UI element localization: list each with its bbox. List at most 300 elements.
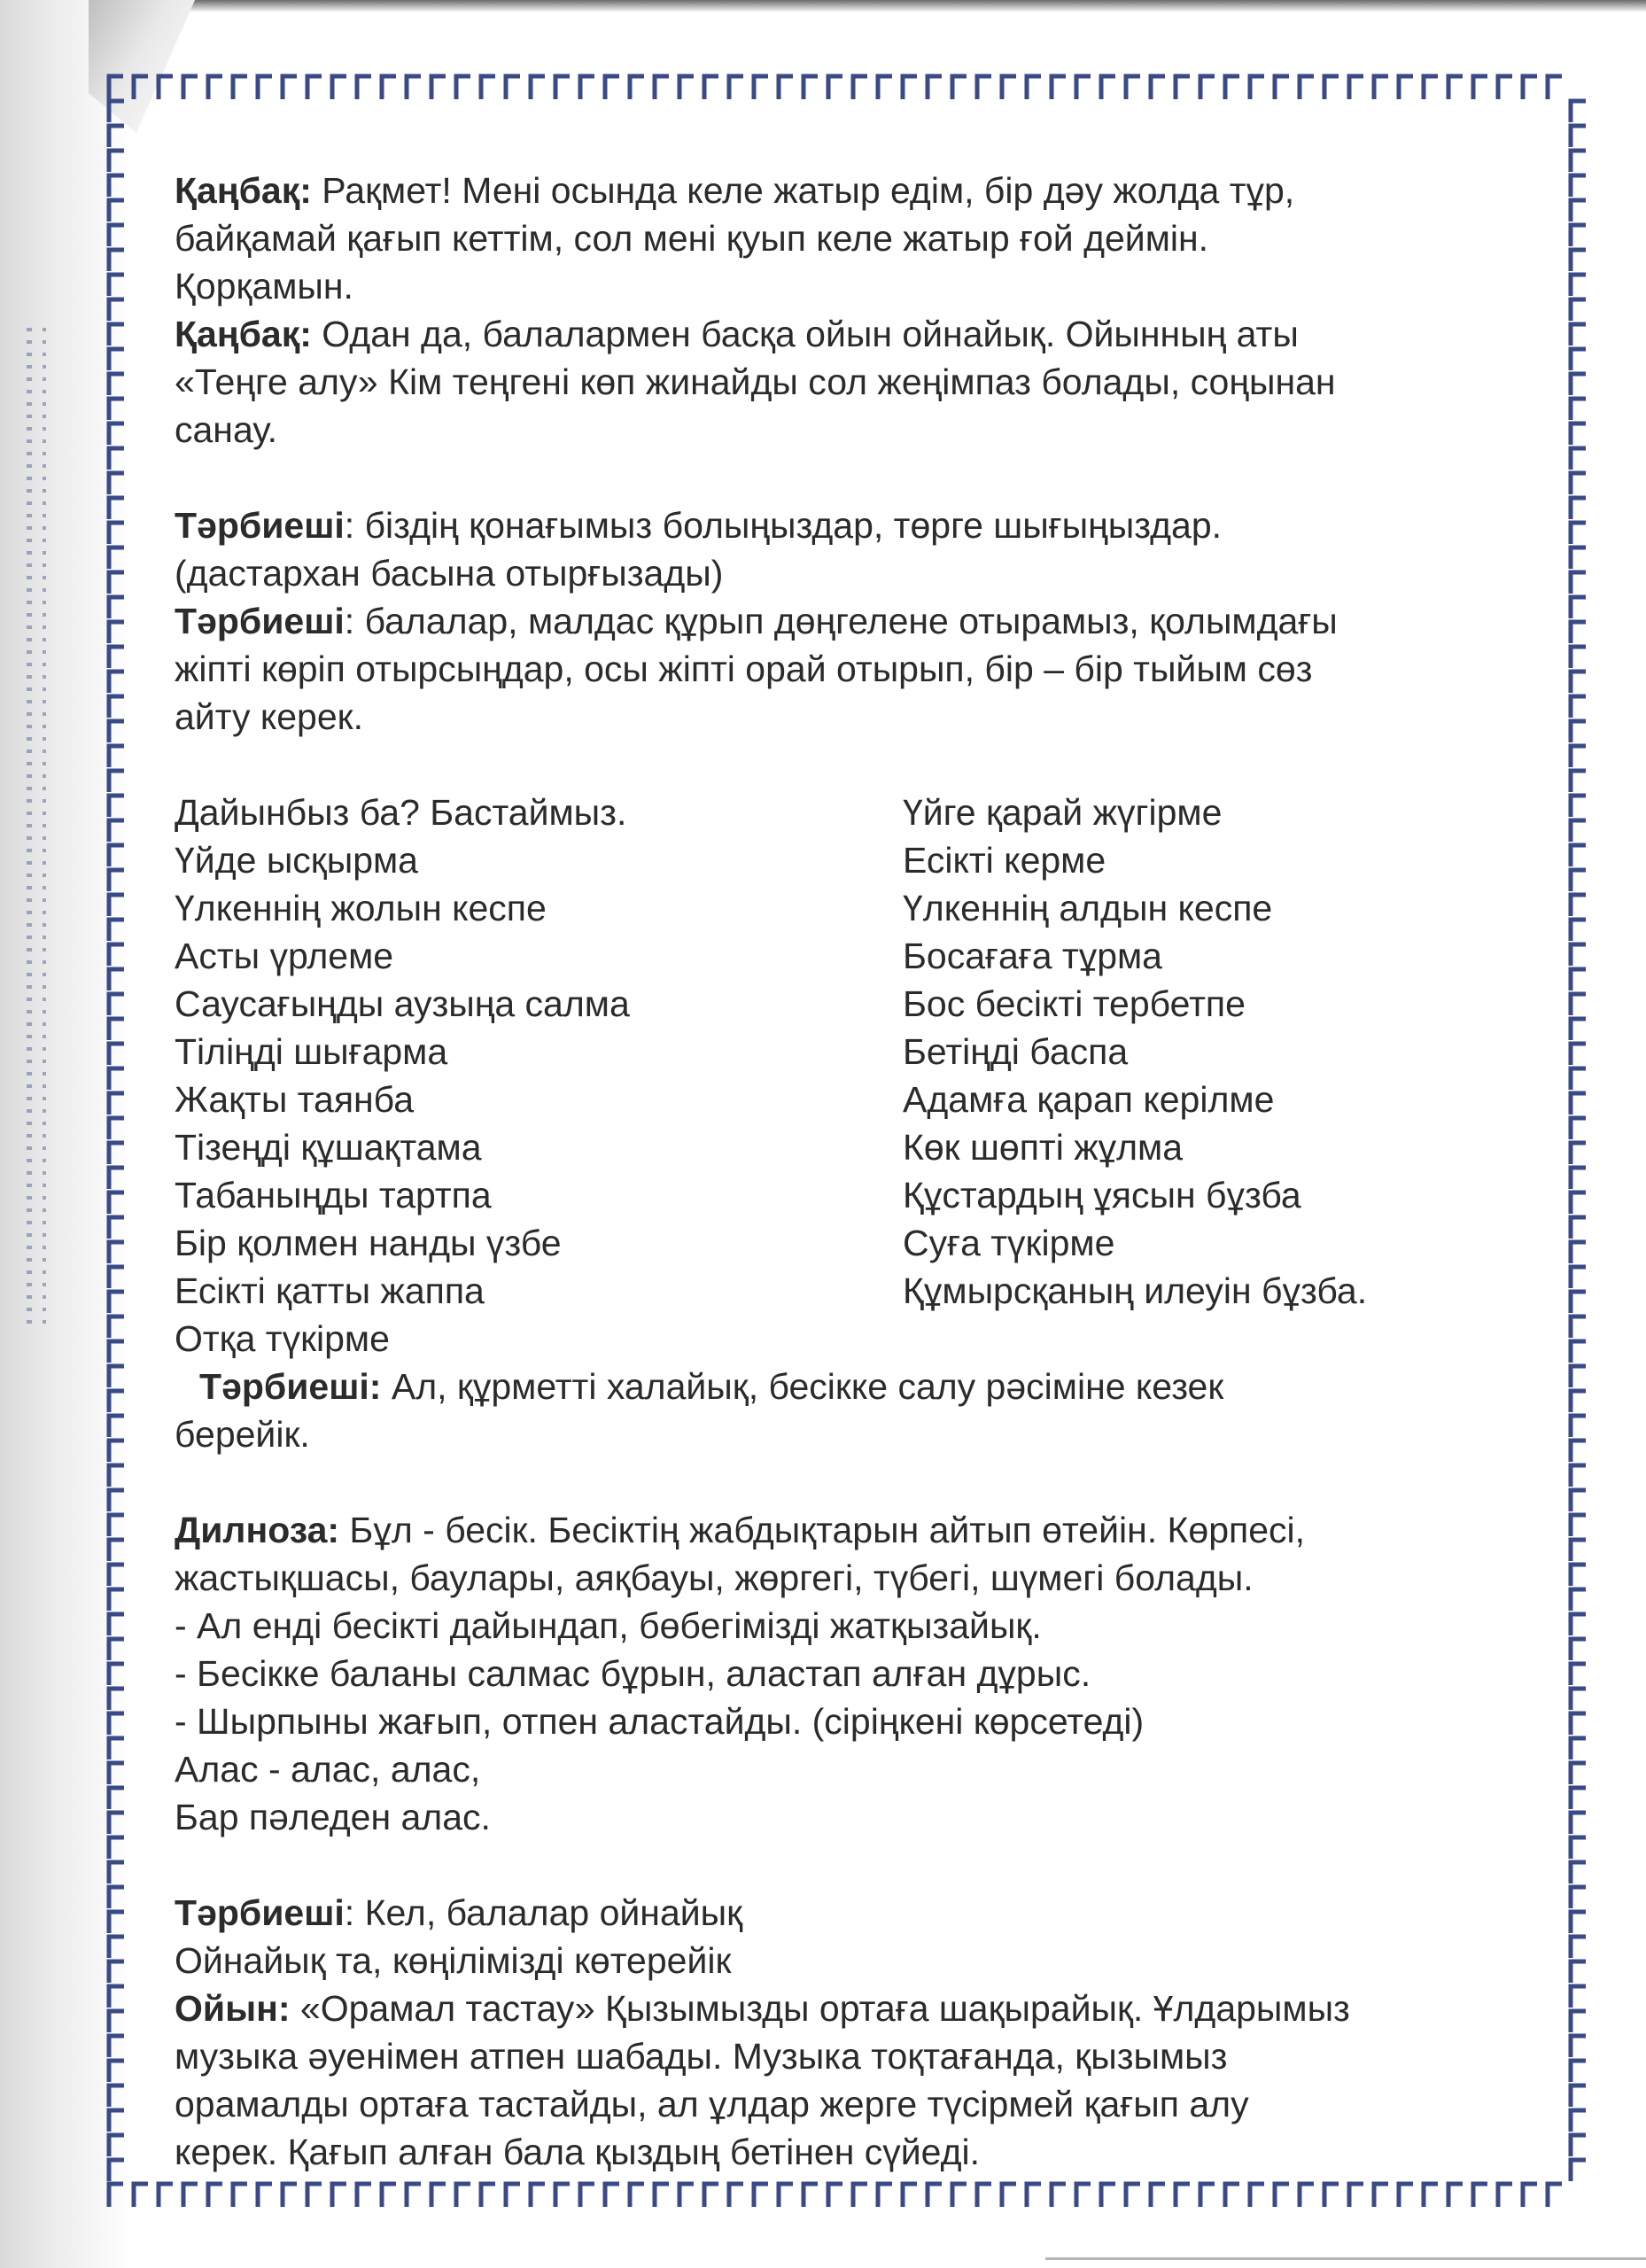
list-item: Саусағыңды аузыңа салма <box>175 983 630 1024</box>
border-glyph <box>109 1465 124 1487</box>
border-glyph <box>1571 1391 1586 1412</box>
border-glyph <box>134 76 148 99</box>
border-glyph <box>506 2184 520 2207</box>
border-glyph <box>109 1143 124 1164</box>
border-glyph <box>109 1589 124 1611</box>
border-glyph <box>630 76 644 99</box>
border-glyph <box>109 1044 124 1065</box>
paragraph-line: берейік. <box>175 1414 310 1455</box>
border-glyph <box>1399 2184 1413 2207</box>
border-glyph <box>332 2184 346 2207</box>
border-glyph <box>1571 1813 1586 1834</box>
border-glyph <box>109 696 124 718</box>
list-item: Дайынбыз ба? Бастаймыз. <box>175 792 627 833</box>
border-glyph <box>109 1391 124 1412</box>
border-glyph <box>456 76 470 99</box>
list-item: Бос бесікті тербетпе <box>903 983 1246 1024</box>
border-glyph <box>1571 1887 1586 1908</box>
paragraph-text: Ал, құрметті халайық, бесікке салу рәсіміне кезек <box>381 1366 1224 1407</box>
paragraph-line: санау. <box>175 409 278 450</box>
paragraph-text: : біздің қонағымыз болыңыздар, төрге шығыңыздар. <box>344 505 1223 546</box>
paragraph-line: Ойнайық та, көңілімізді көтерейік <box>175 1940 732 1981</box>
border-glyph <box>1002 76 1016 99</box>
border-glyph <box>109 1986 124 2008</box>
border-glyph <box>1571 1168 1586 1189</box>
list-item: Бетіңді баспа <box>903 1031 1129 1072</box>
speaker-name: Тәрбиеші: <box>199 1366 382 1407</box>
border-glyph <box>134 2184 148 2207</box>
border-glyph <box>903 76 917 99</box>
border-glyph <box>1571 1614 1586 1635</box>
border-glyph <box>1571 200 1586 221</box>
border-glyph <box>1571 324 1586 346</box>
border-glyph <box>109 1639 124 1660</box>
border-glyph <box>357 76 371 99</box>
border-glyph <box>1126 76 1140 99</box>
border-glyph <box>1225 76 1239 99</box>
border-glyph <box>109 498 124 519</box>
border-glyph <box>531 76 545 99</box>
border-glyph <box>1027 2184 1041 2207</box>
paragraph <box>175 167 1539 214</box>
speaker-name: Қаңбақ: <box>175 314 312 354</box>
border-glyph <box>1571 572 1586 594</box>
border-glyph <box>1571 1986 1586 2008</box>
border-glyph <box>1275 2184 1289 2207</box>
border-glyph <box>1399 76 1413 99</box>
border-glyph <box>109 820 124 842</box>
border-glyph <box>382 76 396 99</box>
border-glyph <box>109 1788 124 1809</box>
border-glyph <box>1571 1763 1586 1784</box>
border-glyph <box>109 2011 124 2032</box>
border-glyph <box>1571 1093 1586 1115</box>
border-glyph <box>804 2184 818 2207</box>
border-glyph <box>1571 2135 1586 2156</box>
border-glyph <box>1052 2184 1066 2207</box>
border-glyph <box>1571 1192 1586 1214</box>
border-glyph <box>109 250 124 271</box>
border-glyph <box>1101 2184 1115 2207</box>
border-glyph <box>1571 721 1586 742</box>
border-glyph <box>555 2184 570 2207</box>
border-glyph <box>258 76 272 99</box>
border-glyph <box>109 299 124 321</box>
border-glyph <box>655 2184 669 2207</box>
border-glyph <box>804 76 818 99</box>
border-glyph <box>1571 1143 1586 1164</box>
border-glyph <box>1571 820 1586 842</box>
border-glyph <box>109 647 124 668</box>
border-glyph <box>1571 275 1586 296</box>
border-glyph <box>928 2184 942 2207</box>
border-glyph <box>1571 2061 1586 2082</box>
border-glyph <box>1571 423 1586 445</box>
border-glyph <box>1571 1788 1586 1809</box>
paragraph <box>175 501 1539 549</box>
border-glyph <box>1324 76 1339 99</box>
border-glyph <box>630 2184 644 2207</box>
border-glyph <box>456 2184 470 2207</box>
paragraph <box>175 310 1539 358</box>
border-glyph <box>109 895 124 916</box>
border-glyph <box>580 2184 594 2207</box>
paragraph-text: : Кел, балалар ойнайық <box>344 1892 743 1933</box>
border-glyph <box>481 76 495 99</box>
border-glyph <box>1571 1589 1586 1611</box>
border-glyph <box>1571 969 1586 990</box>
border-glyph <box>109 275 124 296</box>
list-item: Тізеңді құшақтама <box>175 1127 482 1168</box>
border-glyph <box>109 1317 124 1338</box>
border-glyph <box>109 870 124 891</box>
border-glyph <box>1571 994 1586 1015</box>
paragraph-text: Бұл - бесік. Бесіктің жабдықтарын айтып өтейін. Көрпесі, <box>339 1510 1305 1550</box>
border-glyph <box>1571 126 1586 147</box>
border-glyph <box>109 1192 124 1214</box>
border-glyph <box>1571 647 1586 668</box>
border-glyph <box>109 597 124 618</box>
border-glyph <box>109 548 124 569</box>
border-glyph <box>109 1441 124 1462</box>
border-glyph <box>481 2184 495 2207</box>
paragraph-text: Рақмет! Мені осында келе жатыр едім, бір дәу жолда тұр, <box>311 170 1295 211</box>
border-glyph <box>580 76 594 99</box>
list-item: Жақты таянба <box>175 1079 415 1120</box>
border-glyph <box>1571 1019 1586 1040</box>
border-glyph <box>109 1614 124 1635</box>
border-glyph <box>1571 920 1586 941</box>
border-glyph <box>1571 1565 1586 1586</box>
border-glyph <box>109 1763 124 1784</box>
border-glyph <box>605 76 619 99</box>
page-content <box>175 167 1539 2176</box>
border-glyph <box>1571 2110 1586 2132</box>
border-glyph <box>1523 76 1537 99</box>
border-glyph <box>109 994 124 1015</box>
border-glyph <box>109 2110 124 2132</box>
border-glyph <box>1571 299 1586 321</box>
border-glyph <box>655 76 669 99</box>
border-glyph <box>109 448 124 470</box>
border-glyph <box>109 126 124 147</box>
border-glyph <box>1200 76 1215 99</box>
speaker-name: Тәрбиеші <box>175 505 345 546</box>
border-glyph <box>1448 2184 1463 2207</box>
border-glyph <box>109 572 124 594</box>
border-glyph <box>1571 944 1586 966</box>
border-glyph <box>878 76 892 99</box>
border-glyph <box>431 2184 446 2207</box>
border-glyph <box>1250 76 1264 99</box>
border-glyph <box>109 1242 124 1263</box>
border-glyph <box>109 1565 124 1586</box>
border-glyph <box>679 76 694 99</box>
border-glyph <box>1176 76 1190 99</box>
paragraph <box>175 1363 1539 1410</box>
paragraph-line: (дастархан басына отырғызады) <box>175 553 724 594</box>
list-item: Бір қолмен нанды үзбе <box>175 1223 562 1263</box>
paragraph-line: байқамай қағып кеттім, сол мені қуып келе жатыр ғой деймін. <box>175 218 1209 259</box>
paragraph-line: - Ал енді бесікті дайындап, бөбегімізді жатқызайық. <box>175 1605 1042 1646</box>
border-glyph <box>952 76 967 99</box>
border-glyph <box>1571 746 1586 767</box>
border-glyph <box>109 1862 124 1884</box>
border-glyph <box>1571 1217 1586 1239</box>
border-glyph <box>109 1490 124 1511</box>
border-glyph <box>1002 2184 1016 2207</box>
border-glyph <box>1571 1317 1586 1338</box>
border-glyph <box>109 1961 124 1983</box>
prohibitions-list <box>175 788 1539 1363</box>
border-glyph <box>1424 2184 1438 2207</box>
border-glyph <box>1571 696 1586 718</box>
border-glyph <box>1571 672 1586 693</box>
border-glyph <box>903 2184 917 2207</box>
border-glyph <box>1571 225 1586 246</box>
paragraph-line: керек. Қағып алған бала қыздың бетінен сүйеді. <box>175 2132 980 2172</box>
border-glyph <box>1571 498 1586 519</box>
list-item: Үлкеннің алдын кеспе <box>903 888 1273 928</box>
border-glyph <box>754 2184 768 2207</box>
border-glyph <box>1548 76 1562 99</box>
border-glyph <box>1571 1862 1586 1884</box>
speaker-name: Қаңбақ: <box>175 170 312 211</box>
border-glyph <box>233 76 247 99</box>
list-item: Суға түкірме <box>903 1223 1115 1263</box>
border-glyph <box>1126 2184 1140 2207</box>
speaker-name: Дилноза: <box>175 1510 340 1550</box>
border-glyph <box>1571 1961 1586 1983</box>
paragraph-line: жіпті көріп отырсыңдар, осы жіпті орай отырып, бір – бір тыйым сөз <box>175 649 1313 689</box>
border-glyph <box>1101 76 1115 99</box>
border-glyph <box>109 796 124 817</box>
border-glyph <box>1571 1441 1586 1462</box>
border-glyph <box>407 76 421 99</box>
border-glyph <box>1571 1118 1586 1139</box>
border-glyph <box>233 2184 247 2207</box>
border-glyph <box>1571 1044 1586 1065</box>
border-glyph <box>159 2184 173 2207</box>
border-glyph <box>1571 1366 1586 1387</box>
border-glyph <box>332 76 346 99</box>
border-glyph <box>977 2184 991 2207</box>
border-glyph <box>1324 2184 1339 2207</box>
border-glyph <box>1498 76 1512 99</box>
paragraph-line: жастықшасы, баулары, аяқбауы, жөргегі, түбегі, шүмегі болады. <box>175 1557 1254 1598</box>
border-glyph <box>555 76 570 99</box>
border-glyph <box>605 2184 619 2207</box>
list-item: Құстардың ұясын бұзба <box>903 1175 1301 1216</box>
paragraph-text: : балалар, малдас құрып дөңгелене отырамыз, қолымдағы <box>344 601 1338 641</box>
border-glyph <box>407 2184 421 2207</box>
list-item: Табаныңды тартпа <box>175 1175 492 1216</box>
border-glyph <box>1571 1267 1586 1288</box>
border-glyph <box>1571 473 1586 494</box>
list-item: Үлкеннің жолын кеспе <box>175 888 547 928</box>
border-glyph <box>283 2184 297 2207</box>
border-glyph <box>183 76 198 99</box>
paragraph <box>175 597 1539 645</box>
border-glyph <box>357 2184 371 2207</box>
border-glyph <box>1571 622 1586 643</box>
border-glyph <box>1448 76 1463 99</box>
border-glyph <box>109 225 124 246</box>
border-glyph <box>928 76 942 99</box>
border-glyph <box>1571 1515 1586 1536</box>
border-glyph <box>1571 1242 1586 1263</box>
border-glyph <box>109 2184 123 2207</box>
border-glyph <box>109 1217 124 1239</box>
border-glyph <box>1571 151 1586 172</box>
border-glyph <box>109 101 124 122</box>
border-glyph <box>109 1366 124 1387</box>
border-glyph <box>1275 76 1289 99</box>
border-glyph <box>1374 2184 1388 2207</box>
border-glyph <box>1076 2184 1091 2207</box>
border-glyph <box>159 76 173 99</box>
border-glyph <box>1523 2184 1537 2207</box>
border-glyph <box>109 1937 124 1958</box>
border-glyph <box>109 1837 124 1859</box>
speaker-name: Тәрбиеші <box>175 601 345 641</box>
border-glyph <box>109 1118 124 1139</box>
border-glyph <box>109 76 123 99</box>
border-glyph <box>729 2184 743 2207</box>
border-glyph <box>109 324 124 346</box>
border-glyph <box>109 944 124 966</box>
paragraph-line: «Теңге алу» Кім теңгені көп жинайды сол жеңімпаз болады, соңынан <box>175 361 1336 402</box>
border-glyph <box>109 2160 124 2181</box>
border-glyph <box>109 151 124 172</box>
border-glyph <box>1571 597 1586 618</box>
border-glyph <box>1571 1738 1586 1759</box>
border-glyph <box>109 969 124 990</box>
border-glyph <box>109 2036 124 2057</box>
border-glyph <box>1571 1341 1586 1363</box>
border-glyph <box>109 423 124 445</box>
paragraph-text: Одан да, балалармен басқа ойын ойнайық. Ойынның аты <box>311 314 1299 354</box>
border-glyph <box>1571 250 1586 271</box>
border-glyph <box>828 76 842 99</box>
border-glyph <box>1548 2184 1562 2207</box>
border-glyph <box>183 2184 198 2207</box>
border-glyph <box>109 771 124 792</box>
paragraph-line: - Бесікке баланы салмас бұрын, аластап алған дұрыс. <box>175 1653 1091 1694</box>
border-glyph <box>109 175 124 197</box>
border-glyph <box>109 920 124 941</box>
paragraph-line: - Шырпыны жағып, отпен аластайды. (сіріңкені көрсетеді) <box>175 1701 1145 1742</box>
border-glyph <box>109 845 124 866</box>
border-glyph <box>1473 76 1487 99</box>
border-glyph <box>531 2184 545 2207</box>
border-glyph <box>109 523 124 544</box>
list-item: Құмырсқаның илеуін бұзба. <box>903 1270 1368 1311</box>
border-glyph <box>109 399 124 420</box>
border-glyph <box>109 200 124 221</box>
border-glyph <box>1571 1490 1586 1511</box>
border-glyph <box>1076 76 1091 99</box>
paragraph <box>175 1506 1539 1554</box>
border-glyph <box>1052 76 1066 99</box>
border-glyph <box>1571 523 1586 544</box>
border-glyph <box>952 2184 967 2207</box>
border-glyph <box>1571 175 1586 197</box>
border-glyph <box>109 2135 124 2156</box>
border-glyph <box>1571 1713 1586 1735</box>
border-glyph <box>1027 76 1041 99</box>
list-item: Асты үрлеме <box>175 936 394 976</box>
border-glyph <box>382 2184 396 2207</box>
list-item: Адамға қарап керілме <box>903 1079 1275 1120</box>
border-glyph <box>1571 2036 1586 2057</box>
border-glyph <box>109 1689 124 1710</box>
border-glyph <box>1571 796 1586 817</box>
border-glyph <box>109 672 124 693</box>
border-glyph <box>1225 2184 1239 2207</box>
border-glyph <box>109 1713 124 1735</box>
border-glyph <box>853 2184 867 2207</box>
border-glyph <box>704 2184 718 2207</box>
border-glyph <box>1374 76 1388 99</box>
paragraph-line: Қорқамын. <box>175 266 353 307</box>
border-glyph <box>109 1540 124 1561</box>
border-glyph <box>679 2184 694 2207</box>
border-glyph <box>109 746 124 767</box>
border-glyph <box>307 76 322 99</box>
list-item: Отқа түкірме <box>175 1318 390 1359</box>
border-glyph <box>1571 1937 1586 1958</box>
border-glyph <box>109 1813 124 1834</box>
border-glyph <box>1424 76 1438 99</box>
border-glyph <box>779 76 793 99</box>
list-item: Есікті керме <box>903 840 1106 881</box>
border-glyph <box>208 2184 222 2207</box>
border-glyph <box>1571 1837 1586 1859</box>
paragraph-line: айту керек. <box>175 696 363 737</box>
border-glyph <box>109 1267 124 1288</box>
border-glyph <box>729 76 743 99</box>
border-glyph <box>1571 1912 1586 1933</box>
border-glyph <box>1571 374 1586 395</box>
border-glyph <box>506 76 520 99</box>
border-glyph <box>1571 548 1586 569</box>
border-glyph <box>1300 76 1314 99</box>
border-glyph <box>779 2184 793 2207</box>
border-glyph <box>1498 2184 1512 2207</box>
border-glyph <box>1300 2184 1314 2207</box>
border-glyph <box>283 76 297 99</box>
border-glyph <box>109 349 124 370</box>
border-glyph <box>109 1515 124 1536</box>
border-glyph <box>1571 1540 1586 1561</box>
list-item: Есікті қатты жаппа <box>175 1270 485 1311</box>
list-item: Тіліңді шығарма <box>175 1031 448 1072</box>
prohibitions-left-column <box>175 788 903 1363</box>
border-glyph <box>1571 1689 1586 1710</box>
border-glyph <box>109 721 124 742</box>
border-glyph <box>109 1019 124 1040</box>
border-glyph <box>878 2184 892 2207</box>
border-glyph <box>1571 845 1586 866</box>
border-glyph <box>1571 1639 1586 1660</box>
border-glyph <box>1571 349 1586 370</box>
list-item: Үйде ысқырма <box>175 840 418 881</box>
border-glyph <box>109 473 124 494</box>
border-glyph <box>1571 2085 1586 2107</box>
prohibitions-right-column <box>903 788 1523 1363</box>
border-glyph <box>853 76 867 99</box>
